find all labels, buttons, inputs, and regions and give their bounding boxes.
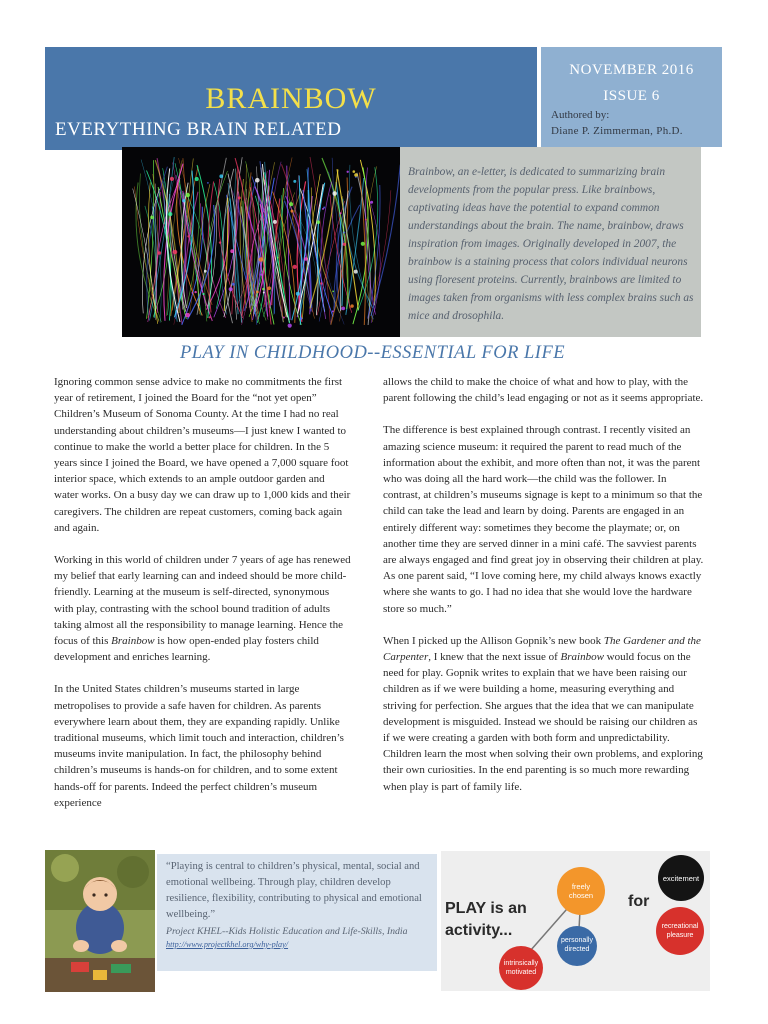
- child-playing-photo: [45, 850, 155, 992]
- intro-brand: Brainbow: [408, 166, 453, 178]
- intrinsically-motivated-circle: [499, 946, 543, 990]
- quote-text: “Playing is central to children’s physical, mental, social and emotional wellbeing. Through play, children develop resilience, flexibility, contributing to physical and emotional wellbeing.”: [166, 861, 422, 920]
- excitement-label: excitement: [662, 874, 700, 883]
- play-diagram: [441, 851, 710, 991]
- recreational-pleasure-circle: [656, 907, 704, 955]
- newsletter-title: BRAINBOW: [205, 82, 377, 115]
- paragraph: The difference is best explained through contrast. I recently visited an amazing science museum: it required the parent to read much of the information about the exhibit, and more often than not, it was the parent who was doing all the hard work—the child was the follower. In contrast, at children’s museums signage is kept to a minimum so that the child can take the lead and learn by doing. Parents are engaged in an entirely different way: sometimes they become the playmate; or, on another time they are served dinner in a mini café. The savviest parents are always engaged and find great joy in observing their children at play. As one parent said, “I love coming here, my child always knows exactly where she wants to go. I had no idea that she would love the hardware store so much.”: [383, 424, 704, 615]
- book-title: The Gardener and the Carpenter: [383, 634, 701, 664]
- issue-date: NOVEMBER 2016: [569, 62, 694, 78]
- issue-number: ISSUE 6: [603, 88, 660, 104]
- newsletter-subtitle: EVERYTHING BRAIN RELATED: [55, 119, 342, 140]
- intro-body: , an e-letter, is dedicated to summarizing brain developments from the popular press. Like brainbows, captivating ideas have the potential to expand common understandings about the brain. The name, brainbow, draws inspiration from images. Originally developed in 2007, the brainbow is a staining process that colors individual neurons using floresent proteins. Currently, brainbows are limited to images taken from organisms with less complex brains such as mice and drosophila.: [408, 166, 694, 322]
- author-label: Authored by:: [551, 109, 610, 121]
- paragraph: When I picked up the Allison Gopnik’s new book The Gardener and the Carpenter, I knew that the next issue of Brainbow would focus on the need for play. Gopnik writes to explain that we have been raising our children as if we were building a home, measuring everything and striving for perfection. She argues that the idea that we can manipulate development is misguided. Instead we should be raising our children as if we were creating a garden with both form and unpredictability. Children learn the most when solving their own problems, and exploring their own curiosities. In the end parenting is so much more rewarding when play is part of family life.: [383, 634, 703, 793]
- article-headline: PLAY IN CHILDHOOD--ESSENTIAL FOR LIFE: [179, 343, 566, 363]
- paragraph: Ignoring common sense advice to make no commitments the first year of retirement, I joined the Board for the “not yet open” Children’s Museum of Sonoma County. At the time I had no real understanding about children’s museums—I just knew I wanted to continue to make the world a better place for children. In the 5 years since I joined the Board, we have opened a 7,000 square foot interior space, which extends to an ample outdoor garden and water works. On a busy day we can draw up to 1,000 kids and their caregivers. The children are repeat customers, coming back again and again.: [54, 376, 351, 534]
- quote-source: Project KHEL--Kids Holistic Education and Life-Skills, India: [166, 926, 408, 937]
- brand-italic: Brainbow: [111, 635, 155, 648]
- paragraph: allows the child to make the choice of what and how to play, with the parent following the child’s lead engaging or not as it seems appropriate.: [383, 376, 704, 405]
- recreational-pleasure-label: recreational pleasure: [661, 923, 699, 939]
- neuron-strands: [133, 157, 400, 328]
- play-headline-line1: PLAY is an: [445, 900, 527, 917]
- author-name: Diane P. Zimmerman, Ph.D.: [551, 125, 683, 137]
- neuron-illustration: [122, 147, 400, 337]
- brand-italic: Brainbow: [560, 651, 604, 664]
- play-headline-line2: activity...: [445, 922, 513, 939]
- intro-text: [408, 163, 696, 325]
- intrinsically-motivated-label: intrinsically motivated: [503, 960, 539, 976]
- freely-chosen-label: freely chosen: [568, 882, 594, 900]
- paragraph: In the United States children’s museums started in large metropolises to provide a safe haven for children. As parents everywhere learn about them, they are expanding rapidly. Unlike traditional museums, which limit touch and interaction, children’s museums invite manipulation. In fact, the philosophy behind children’s museums is hands-on for children, and to some extent hands-off for parents. Indeed the perfect children’s museum experience: [54, 683, 344, 809]
- personally-directed-label: personally directed: [561, 937, 593, 953]
- for-label: for: [628, 893, 650, 910]
- article-column-right: [383, 374, 705, 811]
- brainbow-neuron-image: [122, 147, 400, 337]
- quote-source-link[interactable]: http://www.projectkhel.org/why-play/: [166, 940, 289, 949]
- article-column-left: [54, 374, 351, 827]
- child-illustration: [45, 850, 155, 992]
- play-activity-graphic: [441, 851, 710, 991]
- paragraph: Working in this world of children under 7 years of age has renewed my belief that early learning can and indeed should be more child-friendly. Learning at the museum is self-directed, synonymous with play, contrasting with the school bound tradition of adults taking almost all the responsibility to manage learning. Hence the focus of this Brainbow is how open-ended play fosters child development and enriches learning.: [54, 554, 351, 664]
